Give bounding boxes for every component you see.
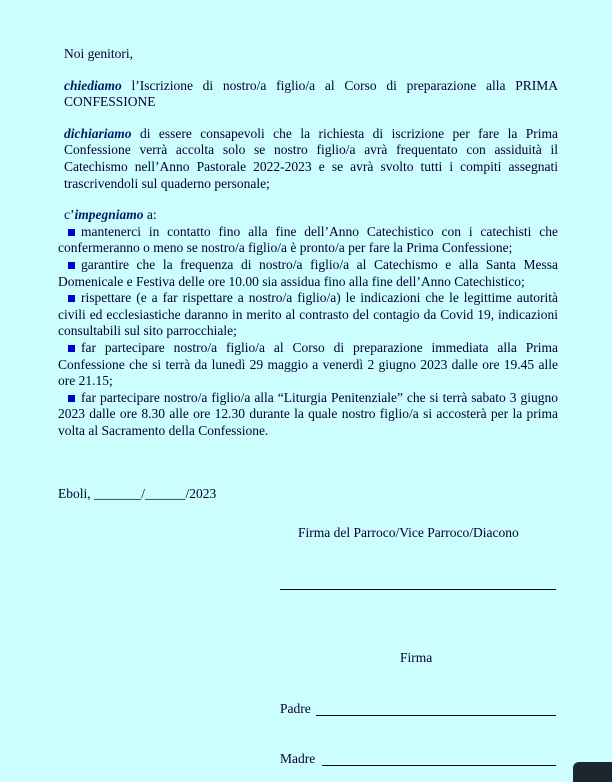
- commitment-item: rispettare (e a far rispettare a nostro/a figlio/a) le indicazioni che le legittime autorità civili ed ecclesiastiche daranno in merito al contrasto del contagio da Covid 19, indicazioni consultabili sul sito parrocchiale;: [58, 290, 558, 339]
- mother-signature-line[interactable]: [322, 765, 556, 766]
- parish-signature-title: Firma del Parroco/Vice Parroco/Diacono: [298, 525, 519, 540]
- greeting: Noi genitori,: [64, 46, 133, 61]
- square-bullet-icon: [68, 262, 75, 269]
- commitment-prefix: c’: [64, 207, 75, 223]
- parents-signature-title: Firma: [400, 650, 433, 665]
- request-paragraph: [58, 78, 558, 111]
- commitment-item: far partecipare nostro/a figlio/a alla “Liturgia Penitenziale” che si terrà sabato 3 giugno 2023 dalle ore 8.30 alle ore 12.30 durante la quale nostro figlio/a si accosterà per la prima volta al Sacramento della Confessione.: [58, 389, 558, 438]
- declaration-verb: dichiariamo: [64, 125, 132, 141]
- commitment-intro: [58, 207, 558, 224]
- declaration-text: di essere consapevoli che la richiesta di iscrizione per fare la Prima Confessione verrà accolta solo se nostro figlio/a avrà frequentato con assiduità il Catechismo nell’Anno Pastorale 2022-2023 e se avrà svolto tutti i compiti assegnati trascrivendoli sul quaderno personale;: [64, 125, 558, 191]
- parish-signature-line[interactable]: [280, 589, 556, 590]
- declaration-paragraph: [58, 126, 558, 192]
- mother-label: Madre: [280, 751, 316, 766]
- commitment-suffix: a:: [143, 207, 157, 223]
- square-bullet-icon: [68, 345, 75, 352]
- square-bullet-icon: [68, 229, 75, 236]
- commitment-verb: impegniamo: [74, 207, 144, 223]
- document-body: [58, 46, 558, 439]
- father-label: Padre: [280, 701, 311, 716]
- request-verb: chiediamo: [64, 77, 122, 93]
- request-text: l’Iscrizione di nostro/a figlio/a al Corso di preparazione alla PRIMA CONFESSIONE: [64, 77, 558, 110]
- father-signature-line[interactable]: [316, 715, 556, 716]
- square-bullet-icon: [68, 395, 75, 402]
- commitment-item: mantenerci in contatto fino alla fine dell’Anno Catechistico con i catechisti che confermeranno o meno se nostro/a figlio/a è pronto/a per fare la Prima Confessione;: [58, 223, 558, 256]
- corner-widget[interactable]: [573, 762, 612, 782]
- commitment-item: garantire che la frequenza di nostro/a figlio/a al Catechismo e alla Santa Messa Domenicale e Festiva delle ore 10.00 sia assidua fino alla fine dell’Anno Catechistico;: [58, 256, 558, 289]
- date-line: Eboli, _______/______/2023: [58, 486, 217, 501]
- commitment-item: far partecipare nostro/a figlio/a al Corso di preparazione immediata alla Prima Confessione che si terrà da lunedì 29 maggio a venerdì 2 giugno 2023 dalle ore 19.45 alle ore 21.15;: [58, 339, 558, 389]
- square-bullet-icon: [68, 295, 75, 302]
